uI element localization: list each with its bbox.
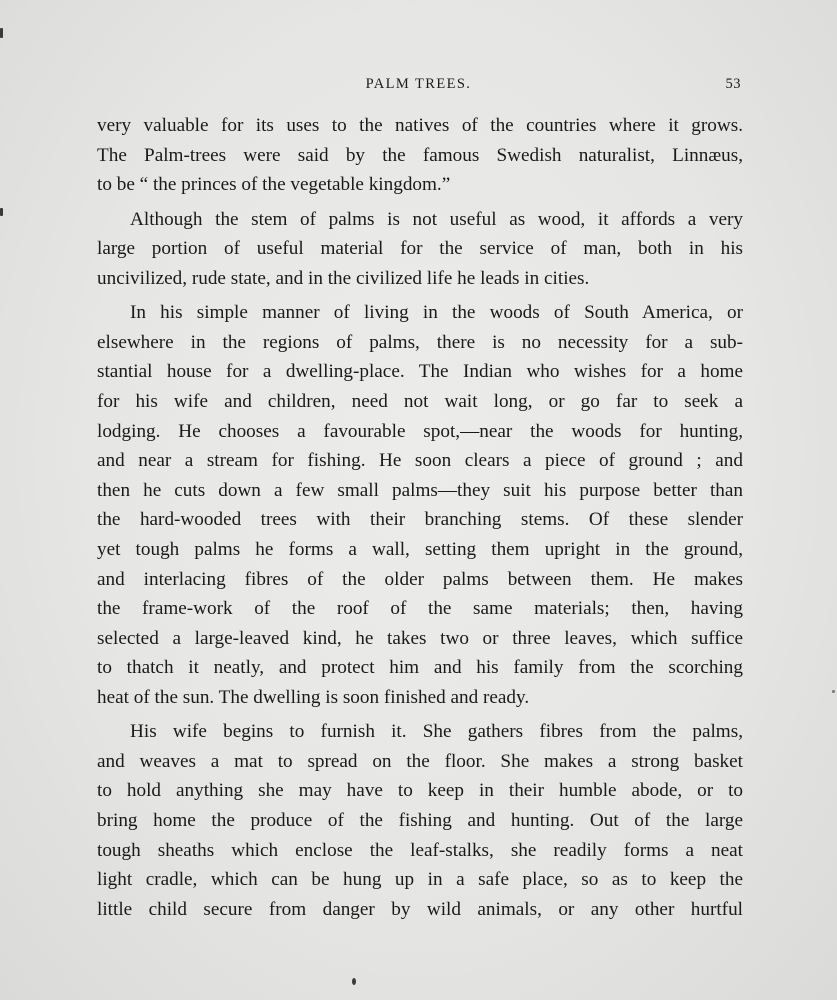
running-title: PALM TREES.	[365, 76, 472, 92]
text-line: light cradle, which can be hung up in a safe place, so as to keep the	[97, 869, 743, 891]
text-line: In his simple manner of living in the woods of South America, or	[130, 302, 743, 324]
text-line: The Palm-trees were said by the famous Swedish naturalist, Linnæus,	[97, 144, 743, 166]
running-header	[0, 76, 837, 96]
text-line: tough sheaths which enclose the leaf-stalks, she readily forms a neat	[97, 839, 743, 861]
text-line: to hold anything she may have to keep in their humble abode, or to	[97, 780, 743, 802]
page-number: 53	[725, 76, 741, 92]
text-line: then he cuts down a few small palms—they suit his purpose better than	[97, 479, 743, 501]
text-line: to thatch it neatly, and protect him and his family from the scorching	[97, 657, 743, 679]
text-line: the frame-work of the roof of the same materials; then, having	[97, 598, 743, 620]
paragraph-3	[97, 298, 743, 712]
ink-speck	[352, 978, 356, 985]
text-line: for his wife and children, need not wait long, or go far to seek a	[97, 390, 743, 412]
text-line: large portion of useful material for the service of man, both in his	[97, 238, 743, 260]
ink-speck	[832, 690, 835, 693]
ink-speck	[0, 208, 3, 216]
text-line: to be “ the princes of the vegetable kingdom.”	[97, 174, 451, 196]
text-line: stantial house for a dwelling-place. The Indian who wishes for a home	[97, 361, 743, 383]
text-line: bring home the produce of the fishing and hunting. Out of the large	[97, 810, 743, 832]
text-line: elsewhere in the regions of palms, there is no necessity for a sub-	[97, 331, 743, 353]
text-line: little child secure from danger by wild animals, or any other hurtful	[97, 898, 743, 920]
paragraph-4	[97, 717, 743, 924]
text-line: and interlacing fibres of the older palms between them. He makes	[97, 568, 743, 590]
text-line: lodging. He chooses a favourable spot,—near the woods for hunting,	[97, 420, 743, 442]
text-line: selected a large-leaved kind, he takes two or three leaves, which suffice	[97, 627, 743, 649]
paragraph-2	[97, 205, 743, 294]
text-line: heat of the sun. The dwelling is soon finished and ready.	[97, 686, 530, 708]
text-line: very valuable for its uses to the natives of the countries where it grows.	[97, 115, 743, 136]
text-line: His wife begins to furnish it. She gathers fibres from the palms,	[130, 721, 743, 743]
text-line: the hard-wooded trees with their branching stems. Of these slender	[97, 509, 743, 531]
paragraph-1	[97, 111, 743, 200]
text-line: and weaves a mat to spread on the floor. She makes a strong basket	[97, 750, 743, 772]
text-line: uncivilized, rude state, and in the civilized life he leads in cities.	[97, 267, 590, 289]
text-line: yet tough palms he forms a wall, setting them upright in the ground,	[97, 538, 743, 560]
body-text	[97, 111, 743, 929]
text-line: Although the stem of palms is not useful as wood, it affords a very	[130, 208, 743, 230]
text-line: and near a stream for fishing. He soon clears a piece of ground ; and	[97, 450, 743, 472]
ink-speck	[0, 28, 3, 38]
